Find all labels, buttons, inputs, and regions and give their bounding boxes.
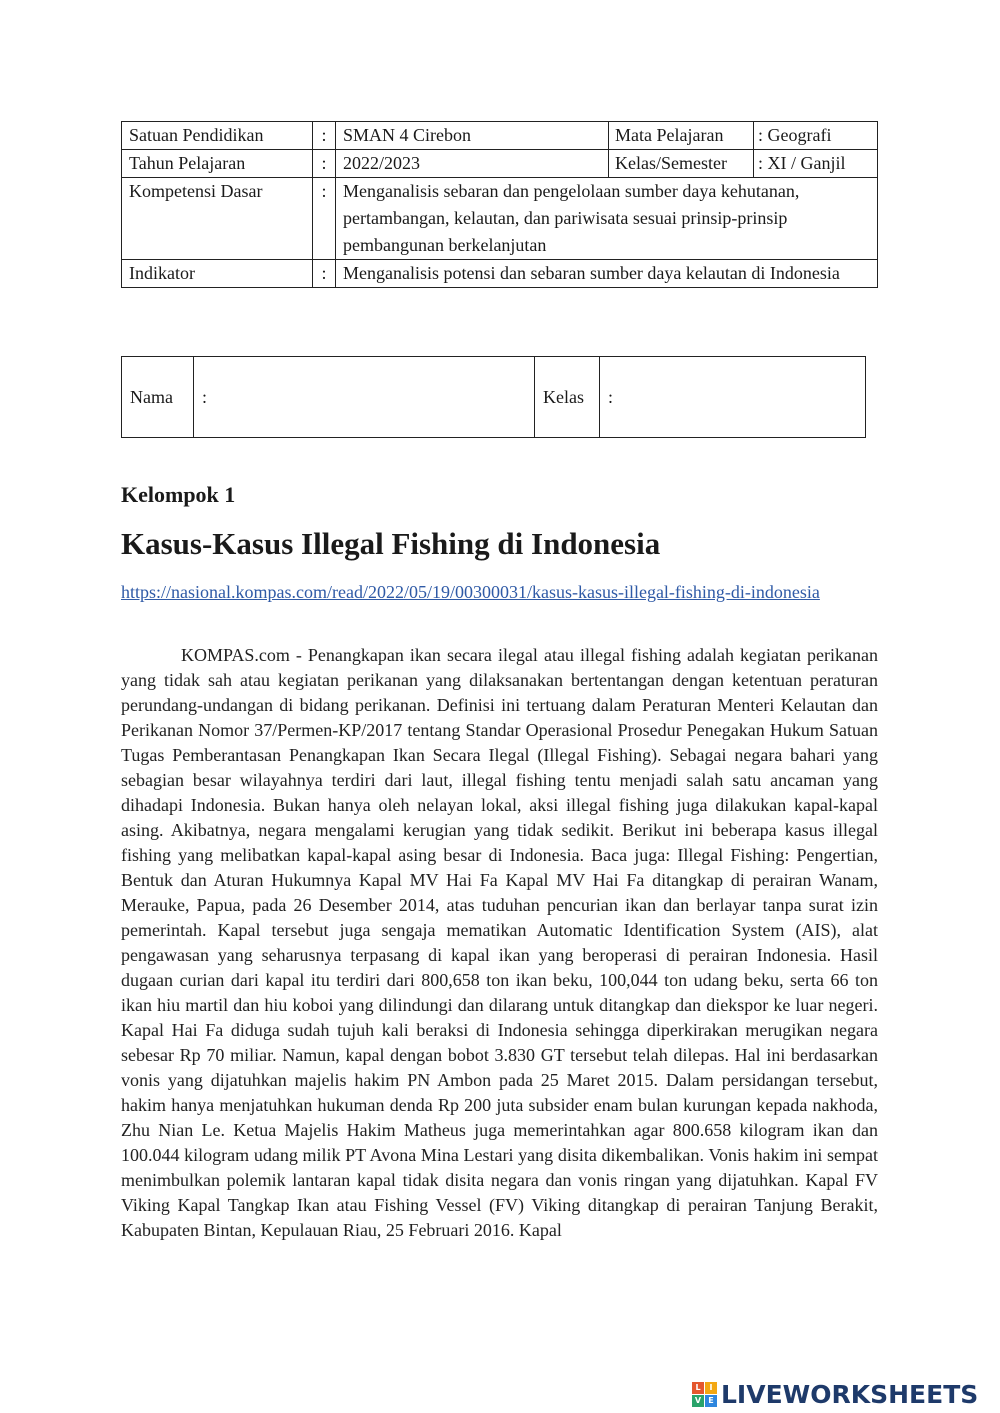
info-row-school bbox=[122, 122, 878, 150]
school-value: SMAN 4 Cirebon bbox=[336, 122, 609, 150]
subject-text: Geografi bbox=[767, 125, 832, 145]
name-field[interactable] bbox=[194, 357, 535, 438]
colon: : bbox=[608, 386, 614, 407]
student-row bbox=[122, 357, 866, 438]
competency-value: Menganalisis sebaran dan pengelolaan sumber daya kehutanan, pertambangan, kelautan, dan pariwisata sesuai prinsip-prinsip pembangunan berkelanjutan bbox=[336, 178, 878, 260]
colon: : bbox=[758, 153, 764, 173]
indicator-value: Menganalisis potensi dan sebaran sumber daya kelautan di Indonesia bbox=[336, 260, 878, 288]
name-label: Nama bbox=[122, 357, 194, 438]
colon: : bbox=[313, 122, 336, 150]
school-label: Satuan Pendidikan bbox=[122, 122, 313, 150]
colon: : bbox=[313, 260, 336, 288]
lesson-info-table bbox=[121, 121, 878, 288]
watermark-text: LIVEWORKSHEETS bbox=[721, 1379, 979, 1409]
year-value: 2022/2023 bbox=[336, 150, 609, 178]
colon: : bbox=[202, 386, 208, 407]
group-heading: Kelompok 1 bbox=[121, 482, 236, 507]
colon: : bbox=[313, 150, 336, 178]
info-row-year bbox=[122, 150, 878, 178]
class-label: Kelas bbox=[535, 357, 600, 438]
article-title: Kasus-Kasus Illegal Fishing di Indonesia bbox=[121, 526, 661, 561]
logo-letter: V bbox=[692, 1395, 704, 1407]
class-semester-text: XI / Ganjil bbox=[767, 153, 846, 173]
logo-letter: E bbox=[705, 1395, 717, 1407]
competency-label: Kompetensi Dasar bbox=[122, 178, 313, 260]
colon: : bbox=[313, 178, 336, 260]
class-semester-value bbox=[754, 150, 878, 178]
logo-letter: L bbox=[692, 1382, 704, 1394]
year-label: Tahun Pelajaran bbox=[122, 150, 313, 178]
info-row-indicator bbox=[122, 260, 878, 288]
subject-value bbox=[754, 122, 878, 150]
colon: : bbox=[758, 125, 764, 145]
student-identity-table bbox=[121, 356, 866, 438]
class-semester-label: Kelas/Semester bbox=[609, 150, 754, 178]
class-field[interactable] bbox=[600, 357, 866, 438]
liveworksheets-watermark bbox=[692, 1378, 978, 1410]
logo-letter: I bbox=[705, 1382, 717, 1394]
subject-label: Mata Pelajaran bbox=[609, 122, 754, 150]
source-link[interactable]: https://nasional.kompas.com/read/2022/05/19/00300031/kasus-kasus-illegal-fishing-di-indonesia bbox=[121, 582, 820, 602]
indicator-label: Indikator bbox=[122, 260, 313, 288]
liveworksheets-logo-icon bbox=[692, 1382, 717, 1407]
article-body: KOMPAS.com - Penangkapan ikan secara ilegal atau illegal fishing adalah kegiatan perikanan yang tidak sah atau kegiatan perikanan yang dilaksanakan bertentangan dengan ketentuan peraturan perundang-undangan di bidang perikanan. Definisi ini tertuang dalam Peraturan Menteri Kelautan dan Perikanan Nomor 37/Permen-KP/2017 tentang Standar Operasional Prosedur Penegakan Hukum Satuan Tugas Pemberantasan Penangkapan Ikan Secara Ilegal (Illegal Fishing). Sebagai negara bahari yang sebagian besar wilayahnya terdiri dari laut, illegal fishing tentu menjadi salah satu ancaman yang dihadapi Indonesia. Bukan hanya oleh nelayan lokal, aksi illegal fishing juga dilakukan kapal-kapal asing. Akibatnya, negara mengalami kerugian yang tidak sedikit. Berikut ini beberapa kasus illegal fishing yang melibatkan kapal-kapal asing besar di Indonesia. Baca juga: Illegal Fishing: Pengertian, Bentuk dan Aturan Hukumnya Kapal MV Hai Fa Kapal MV Hai Fa ditangkap di perairan Wanam, Merauke, Papua, pada 26 Desember 2014, atas tuduhan pencurian ikan dan berlayar tanpa surat izin pemerintah. Kapal tersebut juga sengaja mematikan Automatic Identification System (AIS), alat pengawasan yang seharusnya terpasang di kapal ikan yang beroperasi di perairan Indonesia. Hasil dugaan curian dari kapal itu terdiri dari 800,658 ton ikan beku, 100,044 ton udang beku, serta 66 ton ikan hiu martil dan hiu koboi yang dilindungi dan dilarang untuk ditangkap dan diekspor ke luar negeri. Kapal Hai Fa diduga sudah tujuh kali beraksi di Indonesia sehingga diperkirakan merugikan negara sebesar Rp 70 miliar. Namun, kapal dengan bobot 3.830 GT tersebut telah dilepas. Hal ini berdasarkan vonis yang dijatuhkan majelis hakim PN Ambon pada 25 Maret 2015. Dalam persidangan tersebut, hakim hanya menjatuhkan hukuman denda Rp 200 juta subsider enam bulan kurungan kepada nakhoda, Zhu Nian Le. Ketua Majelis Hakim Matheus juga memerintahkan agar 800.658 kilogram ikan dan 100.044 kilogram udang milik PT Avona Mina Lestari yang disita dikembalikan. Vonis hakim ini sempat menimbulkan polemik lantaran kapal tidak disita negara dan vonis ringan yang dijatuhkan. Kapal FV Viking Kapal Tangkap Ikan atau Fishing Vessel (FV) Viking ditangkap di perairan Tanjung Berakit, Kabupaten Bintan, Kepulauan Riau, 25 Februari 2016. Kapal bbox=[121, 645, 878, 1240]
info-row-competency bbox=[122, 178, 878, 260]
